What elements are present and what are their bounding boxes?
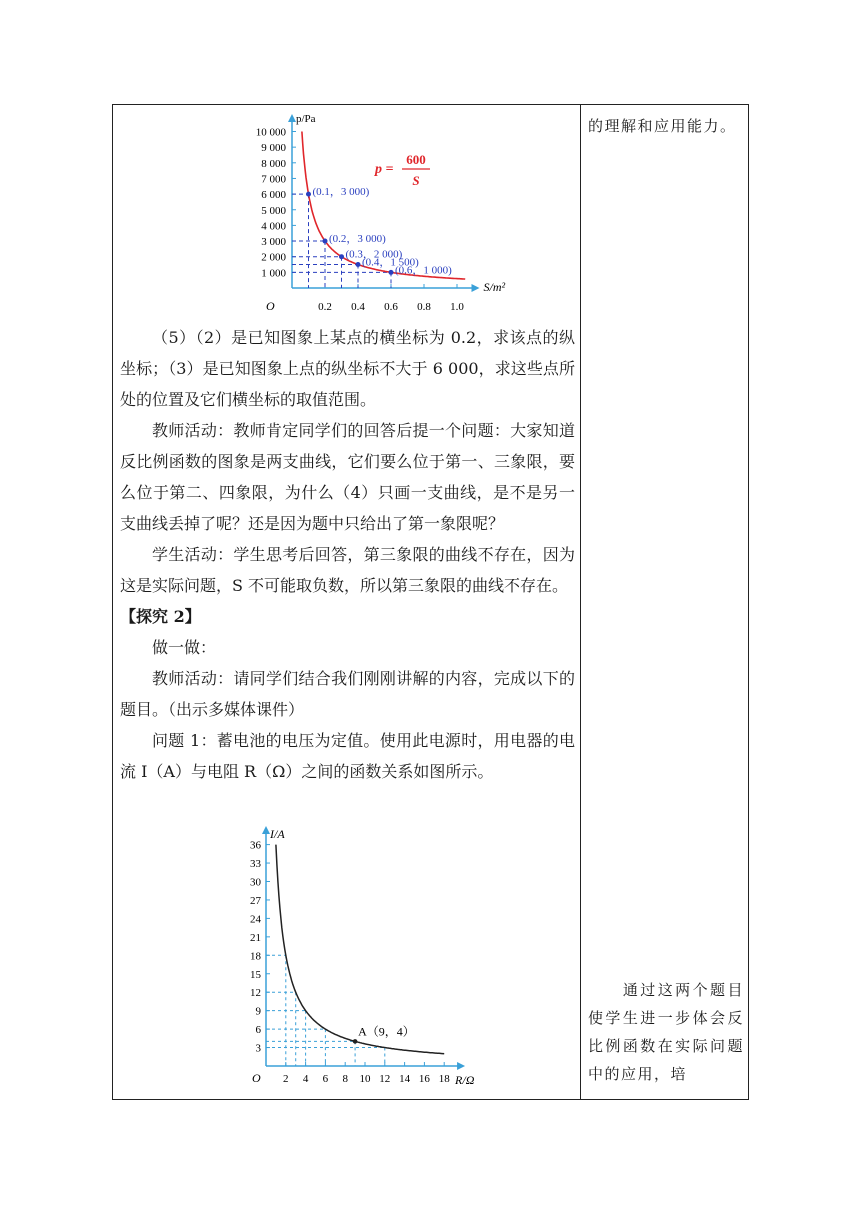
current-resistance-chart bbox=[234, 824, 504, 1096]
data-point bbox=[356, 262, 361, 267]
y-tick-label: 21 bbox=[250, 931, 261, 944]
side-note-bottom: 通过这两个题目使学生进一步体会反比例函数在实际问题中的应用，培 bbox=[588, 981, 744, 1083]
y-tick-label: 8 000 bbox=[261, 157, 286, 170]
data-point bbox=[389, 270, 394, 275]
section-heading: 【探究 2】 bbox=[120, 607, 201, 626]
x-axis-arrow bbox=[472, 284, 480, 292]
formula-numerator: 600 bbox=[406, 152, 426, 167]
y-tick-label: 12 bbox=[250, 987, 261, 1000]
y-tick-label: 9 bbox=[255, 1005, 261, 1018]
point-label: (0.3，2 000) bbox=[345, 248, 403, 261]
data-point bbox=[353, 1039, 358, 1044]
x-tick-label: 10 bbox=[359, 1073, 371, 1085]
y-axis-arrow bbox=[288, 114, 296, 122]
paragraph: 做一做： bbox=[152, 638, 217, 657]
y-tick-label: 30 bbox=[250, 876, 261, 889]
side-note-top: 的理解和应用能力。 bbox=[588, 117, 737, 135]
pressure-area-chart bbox=[220, 110, 510, 322]
y-tick-label: 18 bbox=[250, 950, 261, 963]
x-tick-label: 18 bbox=[438, 1073, 450, 1085]
y-tick-label: 3 bbox=[255, 1042, 261, 1055]
y-tick-label: 7 000 bbox=[261, 173, 286, 186]
point-label: (0.2，3 000) bbox=[329, 233, 386, 246]
x-axis-label: R/Ω bbox=[455, 1073, 475, 1087]
x-tick-label: 8 bbox=[342, 1073, 348, 1085]
data-point bbox=[323, 239, 328, 244]
x-tick-label: 14 bbox=[399, 1073, 411, 1085]
point-label: A（9，4） bbox=[358, 1024, 415, 1039]
y-tick-label: 10 000 bbox=[255, 126, 286, 139]
paragraph: （5）（2）是已知图象上某点的横坐标为 0.2，求该点的纵坐标；（3）是已知图象上点的纵坐标不大于 6 000，求这些点所处的位置及它们横坐标的取值范围。 bbox=[120, 328, 575, 409]
y-tick-label: 36 bbox=[250, 839, 261, 852]
data-point bbox=[339, 254, 344, 259]
curve-series bbox=[276, 845, 444, 1054]
column-divider bbox=[580, 104, 581, 1100]
paragraph: 教师活动：教师肯定同学们的回答后提一个问题：大家知道反比例函数的图象是两支曲线，它们要么位于第一、三象限，要么位于第二、四象限，为什么（4）只画一支曲线，是不是另一支曲线丢掉了呢？还是因为题中只给出了第一象限呢？ bbox=[120, 421, 575, 533]
y-tick-label: 5 000 bbox=[261, 204, 286, 217]
x-tick-label: 12 bbox=[379, 1073, 391, 1085]
formula-denominator: S bbox=[412, 173, 420, 188]
y-tick-label: 4 000 bbox=[261, 220, 286, 233]
origin-label: O bbox=[266, 299, 275, 313]
x-axis-label: S/m² bbox=[483, 280, 506, 294]
data-point bbox=[306, 192, 311, 197]
point-label: (0.4，1 500) bbox=[362, 256, 419, 269]
paragraph: 教师活动：请同学们结合我们刚刚讲解的内容，完成以下的题目。（出示多媒体课件） bbox=[120, 669, 575, 719]
y-tick-label: 2 000 bbox=[261, 251, 286, 264]
y-tick-label: 27 bbox=[250, 894, 261, 907]
x-axis-arrow bbox=[457, 1062, 465, 1070]
y-tick-label: 6 bbox=[255, 1024, 261, 1037]
y-tick-label: 33 bbox=[250, 858, 261, 871]
origin-label: O bbox=[252, 1071, 261, 1085]
x-tick-label: 16 bbox=[418, 1073, 430, 1085]
x-tick-label: 0.2 bbox=[318, 301, 332, 313]
x-tick-label: 6 bbox=[322, 1073, 329, 1085]
body-text bbox=[120, 322, 575, 787]
x-tick-label: 4 bbox=[302, 1073, 309, 1085]
x-tick-label: 0.4 bbox=[351, 301, 365, 313]
y-tick-label: 15 bbox=[250, 968, 261, 981]
x-tick-label: 0.8 bbox=[417, 301, 431, 313]
y-tick-label: 9 000 bbox=[261, 142, 286, 155]
x-tick-label: 2 bbox=[283, 1073, 289, 1085]
formula-lhs: p = bbox=[375, 162, 394, 177]
x-tick-label: 1.0 bbox=[450, 301, 464, 313]
point-label: (0.6，1 000) bbox=[395, 264, 452, 277]
paragraph: 问题 1：蓄电池的电压为定值。使用此电源时，用电器的电流 I（A）与电阻 R（Ω）之间的函数关系如图所示。 bbox=[120, 731, 575, 781]
y-axis-label: I/A bbox=[270, 827, 285, 841]
x-tick-label: 0.6 bbox=[384, 301, 398, 313]
y-axis-label: p/Pa bbox=[296, 113, 316, 125]
y-tick-label: 1 000 bbox=[261, 267, 286, 280]
point-label: (0.1，3 000) bbox=[312, 186, 370, 199]
y-tick-label: 6 000 bbox=[261, 189, 286, 202]
y-tick-label: 24 bbox=[250, 913, 261, 926]
y-tick-label: 3 000 bbox=[261, 236, 286, 249]
y-axis-arrow bbox=[262, 826, 270, 834]
paragraph: 学生活动：学生思考后回答，第三象限的曲线不存在，因为这是实际问题，S 不可能取负数，所以第三象限的曲线不存在。 bbox=[120, 545, 575, 595]
